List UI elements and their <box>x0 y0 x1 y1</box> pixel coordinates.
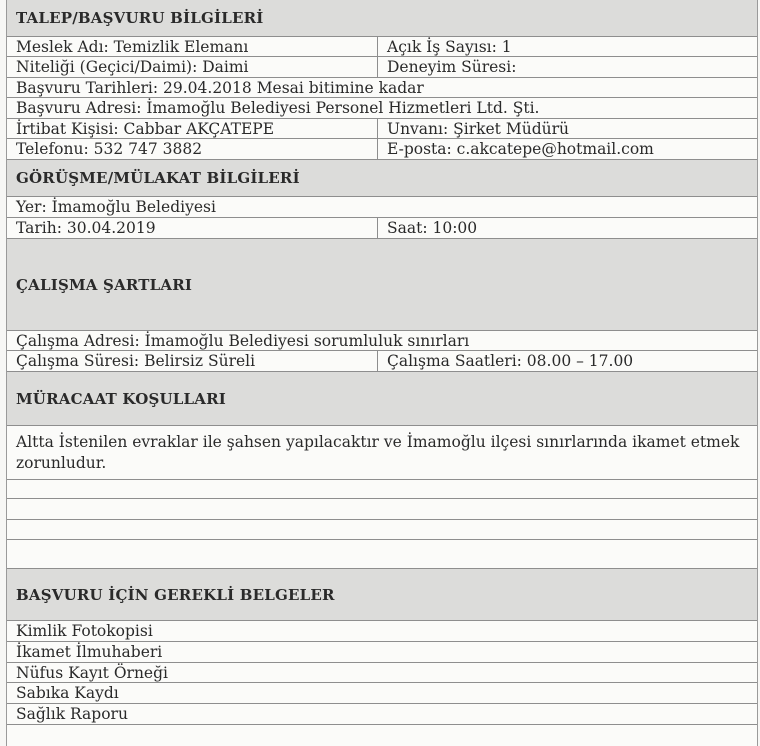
form-row <box>7 78 757 98</box>
application-form <box>6 0 758 746</box>
document-item: Kimlik Fotokopisi <box>16 622 153 640</box>
field-saat: Saat: 10:00 <box>387 219 478 237</box>
document-item: Sabıka Kaydı <box>16 684 119 702</box>
section-header-muracaat: MÜRACAAT KOŞULLARI <box>7 372 757 426</box>
document-item: İkamet İlmuhaberi <box>16 643 163 661</box>
form-row <box>7 37 757 57</box>
section-header-belgeler: BAŞVURU İÇİN GEREKLİ BELGELER <box>7 569 757 621</box>
list-item <box>7 642 757 663</box>
document-item: Nüfus Kayıt Örneği <box>16 663 168 682</box>
field-calisma-saatleri: Çalışma Saatleri: 08.00 – 17.00 <box>387 352 634 370</box>
form-row <box>7 139 757 160</box>
blank-row <box>7 540 757 569</box>
field-calisma-suresi: Çalışma Süresi: Belirsiz Süreli <box>7 351 378 371</box>
blank-row <box>7 480 757 499</box>
muracaat-text: Altta İstenilen evraklar ile şahsen yapılacaktır ve İmamoğlu ilçesi sınırlarında ikamet etmek zorunludur. <box>7 426 757 480</box>
list-item <box>7 683 757 704</box>
field-acik-is: Açık İş Sayısı: 1 <box>387 37 512 56</box>
form-row <box>7 98 757 119</box>
blank-row <box>7 725 757 746</box>
field-deneyim: Deneyim Süresi: <box>387 58 517 76</box>
field-basvuru-adresi: Başvuru Adresi: İmamoğlu Belediyesi Personel Hizmetleri Ltd. Şti. <box>16 99 540 117</box>
list-item <box>7 663 757 683</box>
blank-row <box>7 499 757 520</box>
form-row <box>7 331 757 351</box>
section-header-calisma: ÇALIŞMA ŞARTLARI <box>7 239 757 331</box>
form-row <box>7 119 757 139</box>
field-tarih: Tarih: 30.04.2019 <box>7 218 378 238</box>
field-basvuru-tarihleri: Başvuru Tarihleri: 29.04.2018 Mesai bitimine kadar <box>16 78 424 97</box>
list-item <box>7 621 757 642</box>
field-unvani: Unvanı: Şirket Müdürü <box>387 119 569 138</box>
field-telefon: Telefonu: 532 747 3882 <box>7 139 378 159</box>
field-niteligi: Niteliği (Geçici/Daimi): Daimi <box>7 57 378 77</box>
form-row <box>7 351 757 372</box>
section-header-talep: TALEP/BAŞVURU BİLGİLERİ <box>7 0 757 37</box>
section-header-gorusme: GÖRÜŞME/MÜLAKAT BİLGİLERİ <box>7 160 757 197</box>
list-item <box>7 704 757 725</box>
field-meslek: Meslek Adı: Temizlik Elemanı <box>7 37 378 56</box>
document-item: Sağlık Raporu <box>16 705 128 723</box>
blank-row <box>7 520 757 540</box>
form-row <box>7 57 757 78</box>
field-eposta: E-posta: c.akcatepe@hotmail.com <box>387 140 654 158</box>
field-irtibat: İrtibat Kişisi: Cabbar AKÇATEPE <box>7 119 378 138</box>
form-row <box>7 197 757 218</box>
field-calisma-adresi: Çalışma Adresi: İmamoğlu Belediyesi sorumluluk sınırları <box>16 331 470 350</box>
field-yer: Yer: İmamoğlu Belediyesi <box>16 198 216 216</box>
form-row <box>7 218 757 239</box>
